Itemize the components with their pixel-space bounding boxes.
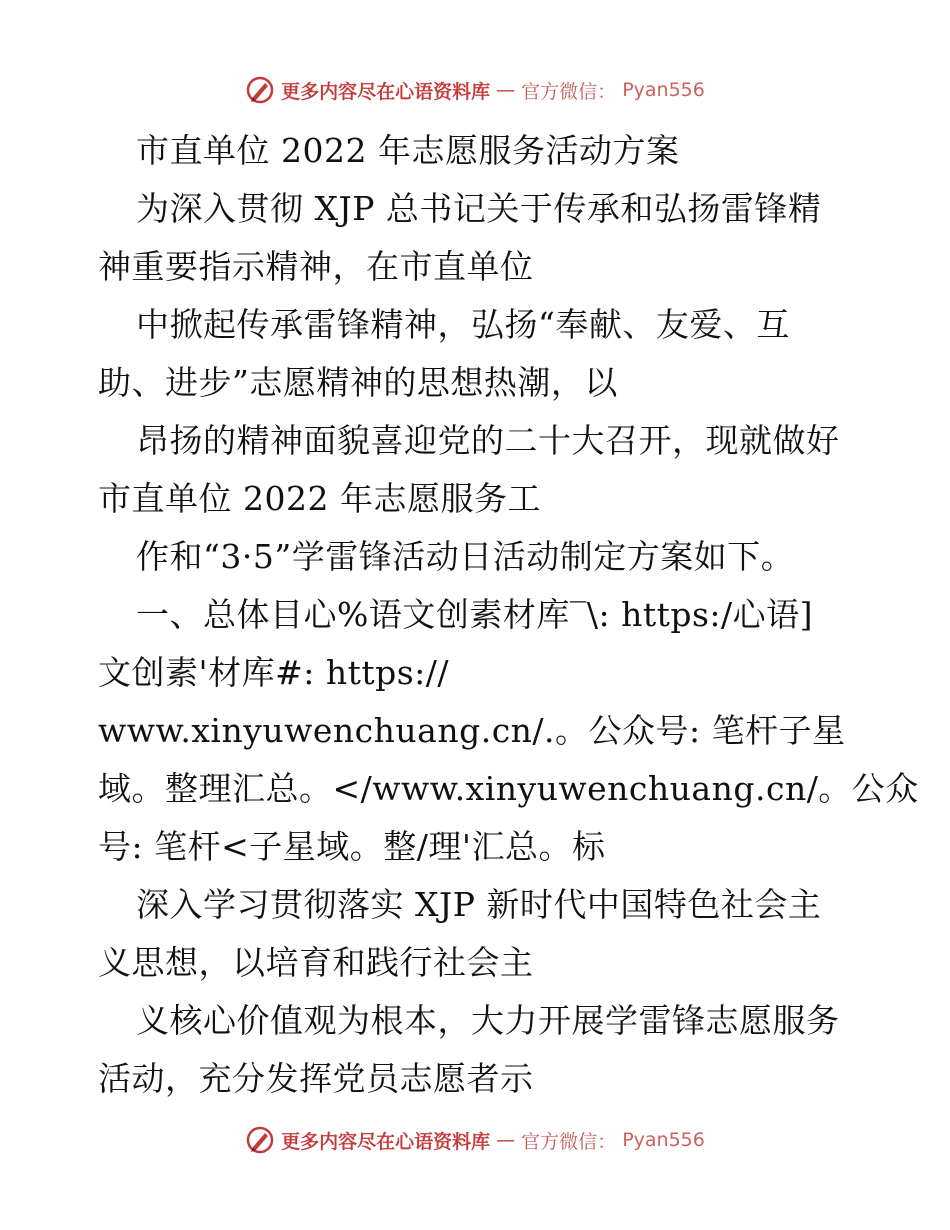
watermark-dash: — [496, 79, 516, 101]
document-line: 一、总体目心%语文创素材库‾\: https:/心语] [136, 594, 814, 634]
watermark-dash: — [496, 1129, 516, 1151]
document-line: 深入学习贯彻落实 XJP 新时代中国特色社会主 [136, 884, 822, 924]
watermark-sub-text: 官方微信： [521, 1130, 617, 1153]
document-line: 市直单位 2022 年志愿服务工 [98, 478, 541, 518]
watermark-sub-text: 官方微信： [521, 80, 617, 103]
watermark-account: Pyan556 [622, 1129, 705, 1151]
document-line: 义思想，以培育和践行社会主 [98, 942, 534, 982]
document-line: 义核心价值观为根本，大力开展学雷锋志愿服务 [136, 1000, 840, 1040]
header-watermark [0, 70, 950, 110]
watermark-main-text: 更多内容尽在心语资料库 [281, 1130, 491, 1153]
document-line: 昂扬的精神面貌喜迎党的二十大召开，现就做好 [136, 420, 840, 460]
document-line: 号: 笔杆<子星域。整/理'汇总。标 [98, 826, 606, 866]
footer-watermark [0, 1120, 950, 1160]
document-line: www.xinyuwenchuang.cn/.。公众号: 笔杆子星 [98, 710, 846, 750]
watermark-content [245, 1125, 705, 1155]
document-line: 文创素'材库#: https:// [98, 652, 450, 692]
watermark-main-text: 更多内容尽在心语资料库 [281, 80, 491, 103]
document-line: 中掀起传承雷锋精神，弘扬“奉献、友爱、互 [136, 304, 790, 344]
pen-logo-icon [245, 75, 275, 105]
pen-logo-icon [245, 1125, 275, 1155]
document-line: 域。整理汇总。</www.xinyuwenchuang.cn/。公众 [98, 768, 919, 808]
watermark-account: Pyan556 [622, 79, 705, 101]
document-line: 活动，充分发挥党员志愿者示 [98, 1058, 534, 1098]
document-line: 助、进步”志愿精神的思想热潮，以 [98, 362, 618, 402]
document-line: 作和“3·5”学雷锋活动日活动制定方案如下。 [136, 536, 795, 576]
document-line: 为深入贯彻 XJP 总书记关于传承和弘扬雷锋精 [136, 188, 822, 228]
watermark-content [245, 75, 705, 105]
document-body [98, 122, 919, 1108]
document-line: 市直单位 2022 年志愿服务活动方案 [136, 130, 680, 170]
document-line: 神重要指示精神，在市直单位 [98, 246, 534, 286]
